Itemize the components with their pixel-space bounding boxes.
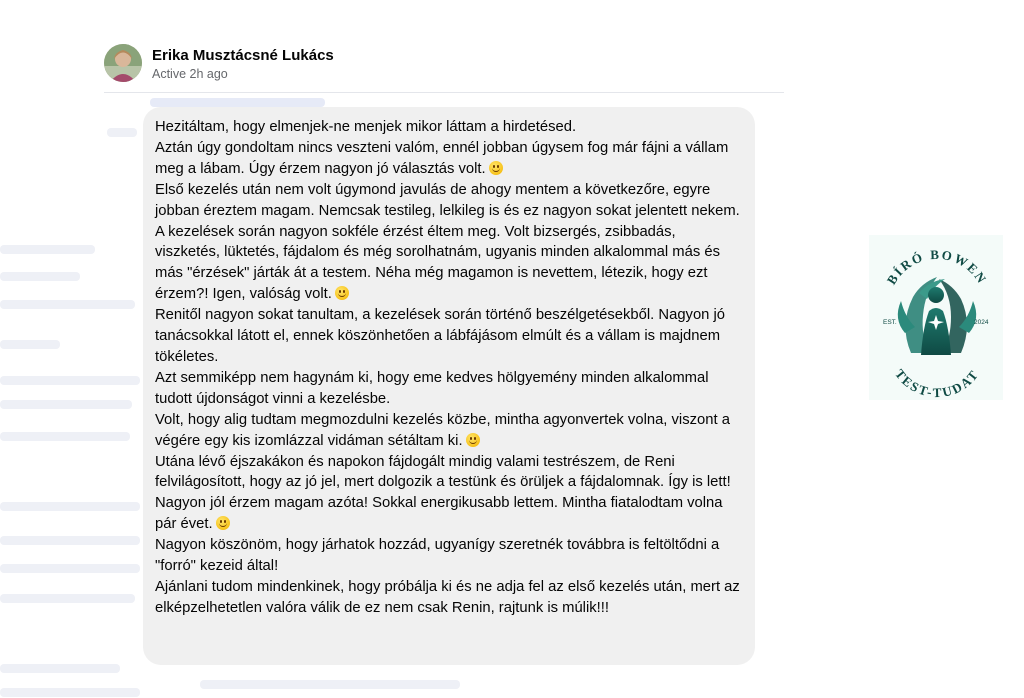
logo-year: 2024 <box>974 319 989 326</box>
upside-down-smile-emoji-icon <box>216 516 230 530</box>
contact-name[interactable]: Erika Musztácsné Lukács <box>152 47 334 64</box>
message-line: Nagyon köszönöm, hogy járhatok hozzád, ugyanígy szeretnék továbbra is feltöltődni a "forró" kezeid által! <box>155 537 720 575</box>
message-line: Hezitáltam, hogy elmenjek-ne menjek mikor láttam a hirdetésed. <box>155 119 577 135</box>
message-line: Azt semmiképp nem hagynám ki, hogy eme kedves hölgyemény minden alkalommal tudott újdonságot vinni a kezelésbe. <box>155 369 709 407</box>
svg-text:TEST-TUDAT <box>892 366 982 400</box>
message-line: Renitől nagyon sokat tanultam, a kezelések során történő beszélgetésekből. Nagyon jó tanácsokkal látott el, ennek köszönhetően a lábfájásom elmúlt és a vállam is majdnem tökéletes. <box>155 307 726 365</box>
avatar[interactable] <box>104 44 142 82</box>
conversation-header <box>104 44 784 93</box>
biro-bowen-logo <box>869 235 1003 400</box>
message-line: Nagyon jól érzem magam azóta! Sokkal energikusabb lettem. Mintha fiatalodtam volna pár évet. <box>155 495 723 533</box>
active-status: Active 2h ago <box>152 67 228 81</box>
logo-est-label: EST. <box>883 319 897 326</box>
message-line: Utána lévő éjszakákon és napokon fájdogált mindig valami testrészem, de Reni felvilágosított, hogy az jó jel, mert dolgozik a testünk és örüljek a fájdalomnak. Így is lett! <box>155 453 731 491</box>
message-line: Ajánlani tudom mindenkinek, hogy próbálja ki és ne adja fel az első kezelés után, mert az elképzelhetetlen valóra válik de ez nem csak Renin, rajtunk is múlik!!! <box>155 578 740 616</box>
smile-emoji-icon <box>466 433 480 447</box>
smile-emoji-icon <box>489 161 503 175</box>
logo-top-text: BÍRÓ BOWEN <box>883 246 991 288</box>
message-line: Volt, hogy alig tudtam megmozdulni kezelés közbe, mintha agyonvertek volna, viszont a végére egy kis izomlázzal vidáman sétáltam ki. <box>155 411 730 449</box>
message-line: Aztán úgy gondoltam nincs veszteni valóm, ennél jobban úgysem fog már fájni a vállam meg a lábam. Úgy érzem nagyon jó választás volt. <box>155 139 729 177</box>
message-bubble <box>143 107 755 665</box>
logo-bottom-text: TEST-TUDAT <box>892 366 982 400</box>
message-line: Első kezelés után nem volt úgymond javulás de ahogy mentem a következőre, egyre jobban éreztem magam. Nemcsak testileg, lelkileg is és ez nagyon sokat jelentett nekem. <box>155 181 740 219</box>
smile-emoji-icon <box>335 286 349 300</box>
message-line: A kezelések során nagyon sokféle érzést éltem meg. Volt bizsergés, zsibbadás, viszketés, lüktetés, fájdalom és még sorolhatnám, ugyanis minden alkalommal más és más "érzések" járták át a testem. Néha még magamon is nevettem, létezik, hogy ezt érzem?! Igen, valóság volt. <box>155 223 720 303</box>
